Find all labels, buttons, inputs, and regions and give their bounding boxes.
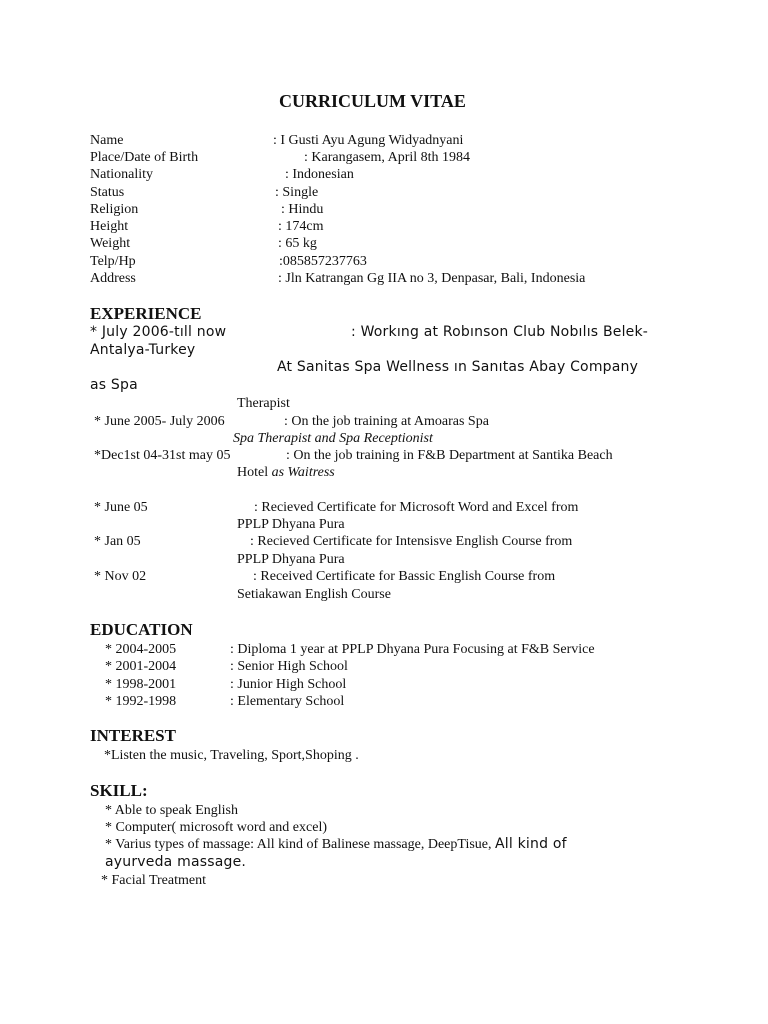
exp1-line4: Therapist — [237, 396, 290, 411]
edu3-desc: : Junior High School — [230, 677, 347, 692]
edu1-desc: : Diploma 1 year at PPLP Dhyana Pura Focusing at F&B Service — [230, 642, 595, 657]
skill-2: * Computer( microsoft word and excel) — [105, 820, 327, 835]
nationality-value: : Indonesian — [285, 167, 354, 182]
edu1-years: * 2004-2005 — [105, 642, 177, 657]
cert2-desc-cont: PPLP Dhyana Pura — [237, 552, 345, 567]
exp3-date: *Dec1st 04-31st may 05 — [94, 448, 231, 463]
status-value: : Single — [275, 185, 319, 200]
name-value: : I Gusti Ayu Agung Widyadnyani — [273, 133, 464, 148]
cert3-desc-cont: Setiakawan English Course — [237, 587, 391, 602]
edu4-years: * 1992-1998 — [105, 694, 177, 709]
skill-4: * Facial Treatment — [101, 873, 206, 888]
weight-value: : 65 kg — [278, 236, 317, 251]
skill-heading: SKILL: — [90, 781, 148, 800]
height-value: : 174cm — [278, 219, 324, 234]
status-label: Status — [90, 185, 125, 200]
exp1-desc: : Workıng at Robınson Club Nobılıs Belek- — [351, 324, 649, 340]
exp3-hotel: Hotel — [237, 465, 269, 480]
religion-value: : Hindu — [281, 202, 324, 217]
education-heading: EDUCATION — [90, 620, 193, 639]
phone-label: Telp/Hp — [90, 254, 136, 269]
exp2-role: Spa Therapist and Spa Receptionist — [233, 431, 433, 446]
edu2-desc: : Senior High School — [230, 659, 348, 674]
skill-3-part1: * Varius types of massage: All kind of Balinese massage, DeepTisue, — [105, 837, 492, 852]
interest-text: *Listen the music, Traveling, Sport,Shoping . — [104, 748, 359, 763]
skill-3-part2: All kind of — [495, 836, 567, 852]
edu3-years: * 1998-2001 — [105, 677, 177, 692]
skill-1: * Able to speak English — [105, 803, 238, 818]
exp2-desc: : On the job training at Amoaras Spa — [284, 414, 489, 429]
edu2-years: * 2001-2004 — [105, 659, 177, 674]
cert1-desc: : Recieved Certificate for Microsoft Word and Excel from — [254, 500, 579, 515]
exp1-date: * July 2006-tıll now — [90, 324, 227, 340]
cert3-desc: : Received Certificate for Bassic English Course from — [253, 569, 556, 584]
cv-title: CURRICULUM VITAE — [279, 91, 466, 111]
name-label: Name — [90, 133, 124, 148]
exp1-desc-cont: Antalya-Turkey — [90, 342, 196, 358]
interest-heading: INTEREST — [90, 726, 176, 745]
skill-3 — [105, 836, 567, 853]
exp1-line2: At Sanitas Spa Wellness ın Sanıtas Abay Company — [277, 359, 639, 375]
cert1-desc-cont: PPLP Dhyana Pura — [237, 517, 345, 532]
nationality-label: Nationality — [90, 167, 153, 182]
cert2-desc: : Recieved Certificate for Intensisve English Course from — [250, 534, 573, 549]
cert1-date: * June 05 — [94, 500, 148, 515]
religion-label: Religion — [90, 202, 139, 217]
birth-value: : Karangasem, April 8th 1984 — [304, 150, 471, 165]
height-label: Height — [90, 219, 129, 234]
exp2-date: * June 2005- July 2006 — [94, 414, 225, 429]
exp3-role: as Waitress — [271, 465, 335, 480]
cert2-date: * Jan 05 — [94, 534, 141, 549]
skill-3-cont: ayurveda massage. — [105, 854, 247, 870]
exp1-line3: as Spa — [90, 377, 138, 393]
edu4-desc: : Elementary School — [230, 694, 345, 709]
address-label: Address — [90, 271, 136, 286]
exp3-desc-cont — [237, 464, 335, 481]
address-value: : Jln Katrangan Gg IIA no 3, Denpasar, Bali, Indonesia — [278, 271, 586, 286]
experience-heading: EXPERIENCE — [90, 304, 202, 323]
phone-value: :085857237763 — [279, 254, 367, 269]
exp3-desc: : On the job training in F&B Department at Santika Beach — [286, 448, 613, 463]
weight-label: Weight — [90, 236, 131, 251]
cert3-date: * Nov 02 — [94, 569, 147, 584]
birth-label: Place/Date of Birth — [90, 150, 199, 165]
